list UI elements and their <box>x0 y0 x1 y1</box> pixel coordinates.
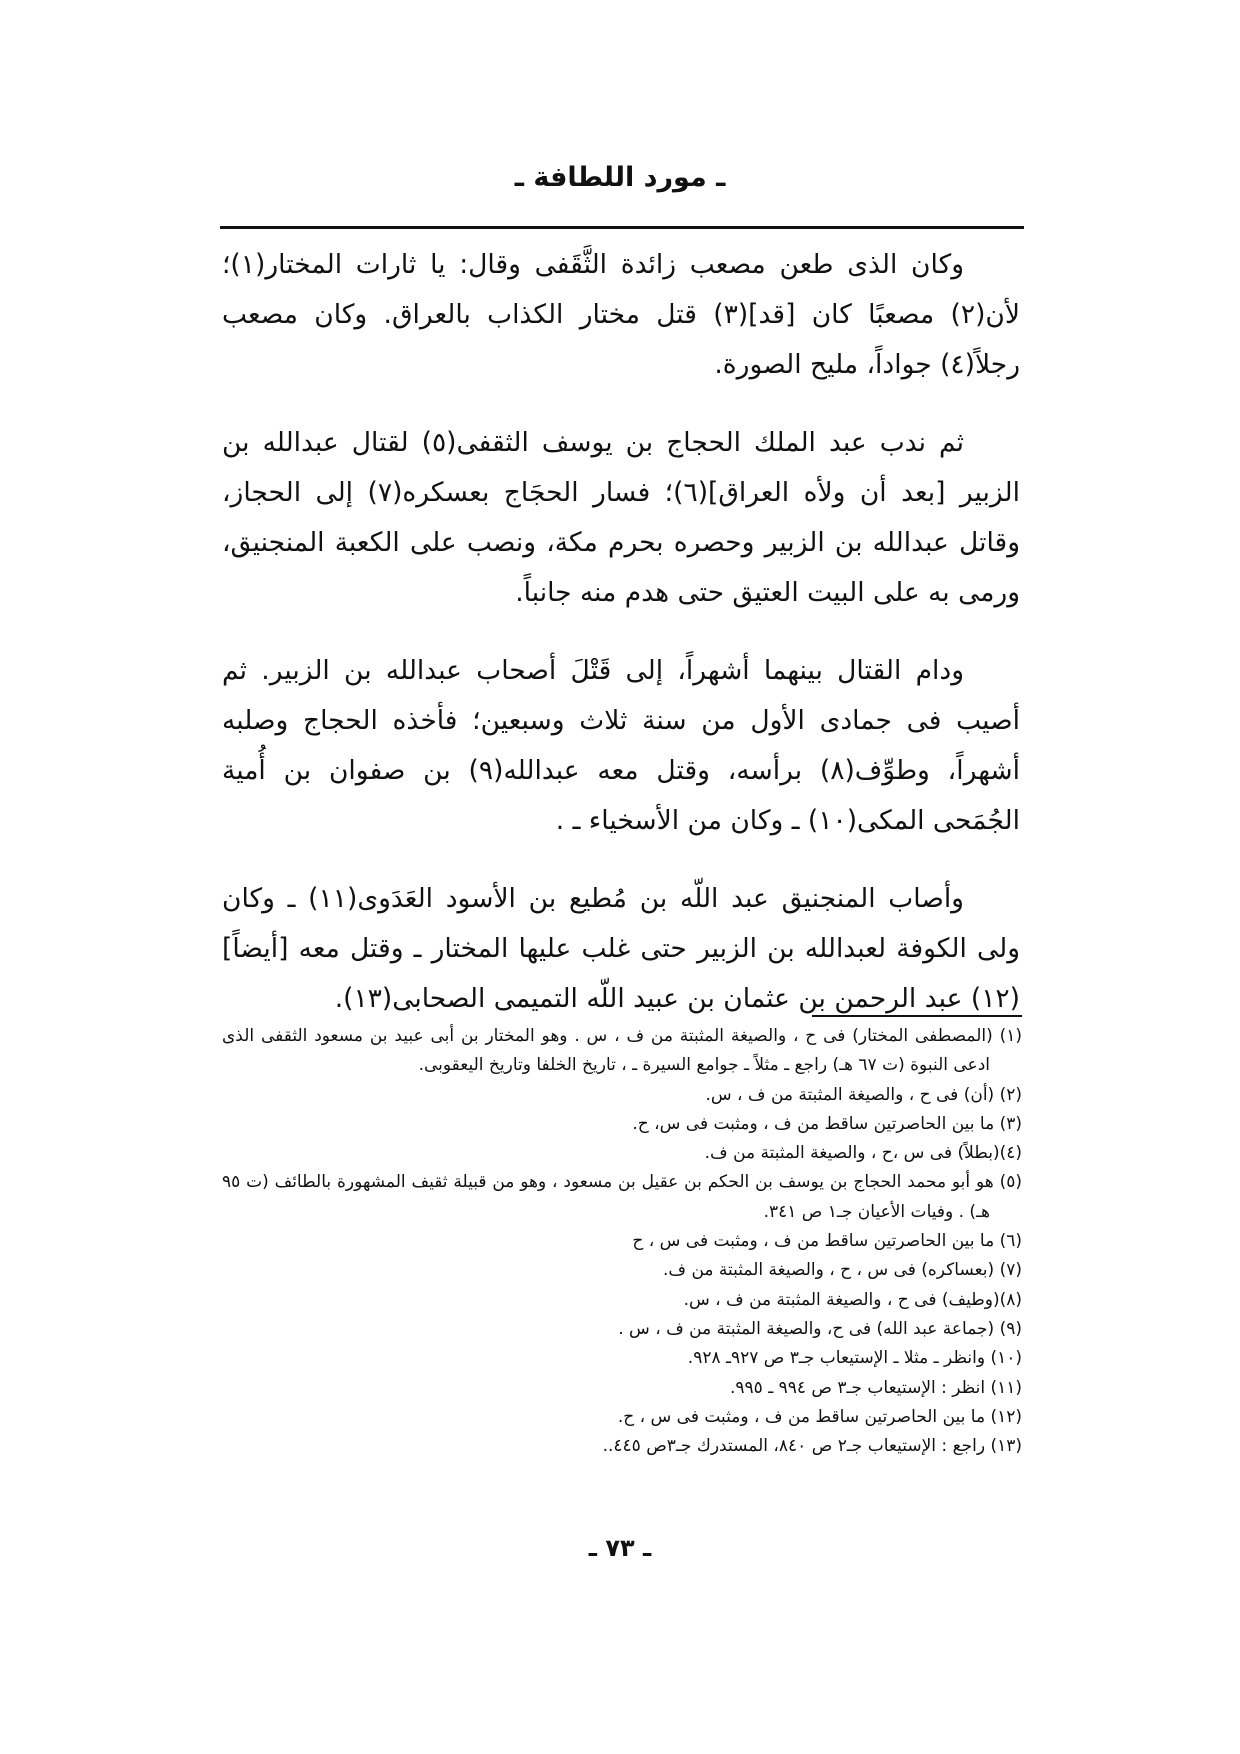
footnote-rule <box>812 1015 1022 1017</box>
footnote-11: (١١) انظر : الإستيعاب جـ٣ ص ٩٩٤ ـ ٩٩٥. <box>730 1377 1022 1398</box>
paragraph-2: ثم ندب عبد الملك الحجاج بن يوسف الثقفى(٥) لقتال عبدالله بن الزبير [بعد أن ولأه العراق](٦)؛ فسار الحجَاج بعسكره(٧) إلى الحجاز، وقاتل عبدالله بن الزبير وحصره بحرم مكة، ونصب على الكعبة المنجنيق، ورمى به على البيت العتيق حتى هدم منه جانباً. <box>222 427 1020 608</box>
paragraph-3: ودام القتال بينهما أشهراً، إلى قَتْلَ أصحاب عبدالله بن الزبير. ثم أصيب فى جمادى الأول من سنة ثلاث وسبعين؛ فأخذه الحجاج وصلبه أشهراً، وطوِّف(٨) برأسه، وقتل معه عبدالله(٩) بن صفوان بن أُمية الجُمَحى المكى(١٠) ـ وكان من الأسخياء ـ . <box>222 655 1020 836</box>
paragraph-1: وكان الذى طعن مصعب زائدة الثَّقَفى وقال: يا ثارات المختار(١)؛ لأن(٢) مصعبًا كان [قد](٣) قتل مختار الكذاب بالعراق. وكان مصعب رجلاً(٤) جواداً، مليح الصورة. <box>222 249 1020 380</box>
header-rule <box>220 226 1024 229</box>
paragraph-4: وأصاب المنجنيق عبد اللّه بن مُطيع بن الأسود العَدَوى(١١) ـ وكان ولى الكوفة لعبدالله بن الزبير حتى غلب عليها المختار ـ وقتل معه [أيضاً](١٢) عبد الرحمن بن عثمان بن عبيد اللّه التميمى الصحابى(١٣). <box>222 883 1020 1014</box>
running-header-title: ـ مورد اللطافة ـ <box>514 162 726 193</box>
footnote-1: (١) (المصطفى المختار) فى ح ، والصيغة المثبتة من ف ، س . وهو المختار بن أبى عبيد بن مسعود الثقفى الذى ادعى النبوة (ت ٦٧ هـ) راجع ـ مثلاً ـ جوامع السيرة ـ ، تاريخ الخلفا وتاريخ اليعقوبى. <box>222 1026 1022 1076</box>
footnote-12: (١٢) ما بين الحاصرتين ساقط من ف ، ومثبت فى س ، ح. <box>617 1406 1022 1427</box>
footnote-9: (٩) (جماعة عبد الله) فى ح، والصيغة المثبتة من ف ، س . <box>618 1318 1022 1339</box>
footnote-10: (١٠) وانظر ـ مثلا ـ الإستيعاب جـ٣ ص ٩٢٧ـ ٩٢٨. <box>687 1348 1022 1369</box>
footnotes-list <box>222 1022 1022 1461</box>
footnote-6: (٦) ما بين الحاصرتين ساقط من ف ، ومثبت فى س ، ح <box>632 1231 1022 1252</box>
main-text <box>222 240 1020 1024</box>
footnote-8: (٨)(وطيف) فى ح ، والصيغة المثبتة من ف ، س. <box>683 1289 1022 1310</box>
footnote-13: (١٣) راجع : الإستيعاب جـ٢ ص ٨٤٠، المستدرك جـ٣ص ٤٤٥.. <box>602 1436 1022 1457</box>
page-number: ـ ٧٣ ـ <box>588 1534 652 1562</box>
footnote-3: (٣) ما بين الحاصرتين ساقط من ف ، ومثبت فى س، ح. <box>632 1113 1022 1134</box>
footnote-4: (٤)(بطلاً) فى س ،ح ، والصيغة المثبتة من ف. <box>704 1143 1022 1164</box>
footnote-7: (٧) (بعساكره) فى س ، ح ، والصيغة المثبتة من ف. <box>663 1260 1022 1281</box>
footnote-5: (٥) هو أبو محمد الحجاج بن يوسف بن الحكم بن عقيل بن مسعود ، وهو من قبيلة ثقيف المشهورة بالطائف (ت ٩٥ هـ) . وفيات الأعيان جـ١ ص ٣٤١. <box>222 1172 1022 1222</box>
footnote-2: (٢) (أن) فى ح ، والصيغة المثبتة من ف ، س. <box>705 1084 1022 1105</box>
